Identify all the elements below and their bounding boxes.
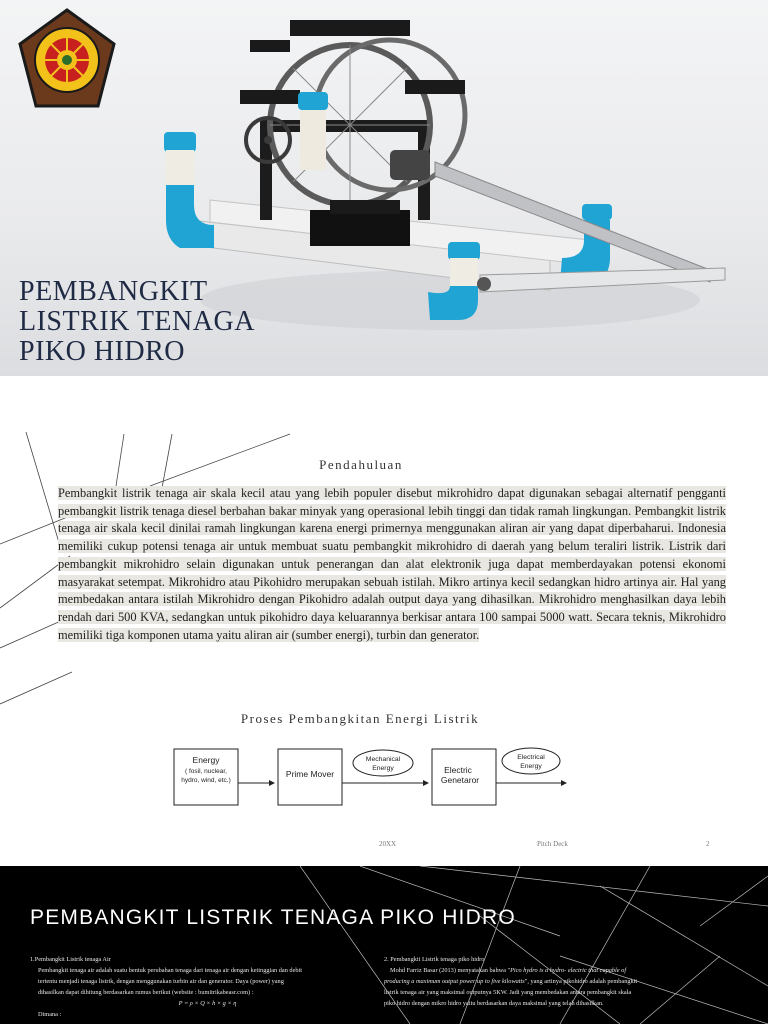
right-text: piko hidro dengan mikro hidro yaitu berdasarkan daya maksimal yang telah dihasilkan.	[384, 1000, 604, 1007]
right-column	[384, 954, 768, 1009]
university-logo	[14, 8, 120, 110]
main-title-line: PIKO HIDRO	[19, 336, 185, 367]
footer-year: 20XX	[379, 840, 397, 848]
intro-heading: Pendahuluan	[319, 457, 403, 472]
content-slide	[0, 866, 768, 1024]
left-text: Dimana :	[38, 1011, 62, 1018]
title-slide	[0, 0, 768, 376]
energy-sublabel: ( fosil, nuclear,	[185, 768, 227, 775]
energy-process-diagram	[168, 741, 578, 811]
mechanical-energy-label: Energy	[372, 765, 394, 772]
main-title-line: LISTRIK TENAGA	[19, 306, 255, 337]
mechanical-energy-ellipse	[353, 750, 413, 776]
footer-label: Pitch Deck	[537, 840, 568, 848]
power-formula: P = ρ × Q × h × g × η	[178, 1000, 237, 1007]
right-text-quote: Pico hydro is a hydro- electric that capable of	[510, 967, 627, 974]
mechanical-energy-label: Mechanical	[365, 756, 401, 763]
electrical-energy-label: Electrical	[517, 754, 545, 761]
generator-label: Genetaror	[440, 775, 480, 785]
footer-page-number: 2	[706, 840, 710, 848]
main-title	[19, 277, 319, 367]
generator-label: Electric	[444, 765, 472, 775]
left-text: tertentu menjadi tenaga listrik, dengan menggunakan turbin air dan generator. Daya (power) yang	[38, 978, 284, 985]
electrical-energy-ellipse	[502, 748, 560, 774]
right-heading: 2. Pembangkit Listrik tenaga piko hidro	[384, 956, 485, 963]
left-heading: 1.Pembangkit Listrik tenaga Air	[30, 956, 111, 963]
left-text: Pembangkit tenaga air adalah suatu bentuk perubahan tenaga dari tenaga air dengan ketinggian dan debit	[38, 967, 303, 974]
energy-label: Energy	[192, 755, 220, 765]
main-title-line: PEMBANGKIT	[19, 276, 208, 307]
prime-mover-label: Prime Mover	[285, 769, 335, 779]
energy-sublabel: hydro, wind, etc.)	[181, 777, 231, 784]
process-heading: Proses Pembangkitan Energi Listrik	[240, 711, 480, 726]
right-text: listrik tenaga air yang maksimal outputnya 5KW. Jadi yang membedakan antara pembangkit skala	[384, 989, 632, 996]
right-text-quote: producing a maximum output power up to five kilowatts	[384, 978, 525, 985]
intro-paragraph	[58, 485, 726, 644]
right-text: ", yang artinya pikohidro adalah pembangkit	[524, 978, 638, 985]
right-text: Mohd Farriz Basar (2013) menyatakan bahwa "	[390, 967, 511, 974]
intro-paragraph-text: Pembangkit listrik tenaga air skala kecil atau yang lebih populer disebut mikrohidro dapat digunakan sebagai alternatif pengganti pembangkit listrik tenaga diesel berbahan bakar minyak yang operasional lebih tinggi dan tidak ramah lingkungan. Pembangkit listrik tenaga air skala kecil dinilai ramah lingkungan karena energi primernya menggunakan aliran air yang dapat diperbaharui. Indonesia memiliki cukup potensi tenaga air untuk membuat suatu pembangkit mikrohidro di daerah yang belum teraliri listrik. Listrik dari pembangkit mikrohidro selain digunakan untuk penerangan dan alat elektronik juga dapat memberdayakan potensi ekonomi masyarakat setempat. Mikrohidro atau Pikohidro merupakan sebuah istilah. Mikro artinya kecil sedangkan hidro artinya air. Hal yang membedakan antara istilah Mikrohidro dengan Pikohidro adalah output daya yang dihasilkan. Mikrohidro menghasilkan daya lebih rendah dari 500 KVA, sedangkan untuk pikohidro daya keluarannya berkisar antara 100 sampai 5000 watt. Secara teknis, Mikrohidro memiliki tiga komponen utama yaitu aliran air (sumber energi), turbin dan generator.	[58, 486, 726, 642]
left-column	[30, 954, 385, 1020]
introduction-slide	[0, 376, 768, 866]
slide3-title: PEMBANGKIT LISTRIK TENAGA PIKO HIDRO	[30, 906, 516, 929]
left-text: dihasilkan dapat dihitung berdasarkan rumus berikut (website : bumitrikabeasr.com) :	[38, 989, 254, 996]
electrical-energy-label: Energy	[520, 763, 542, 770]
